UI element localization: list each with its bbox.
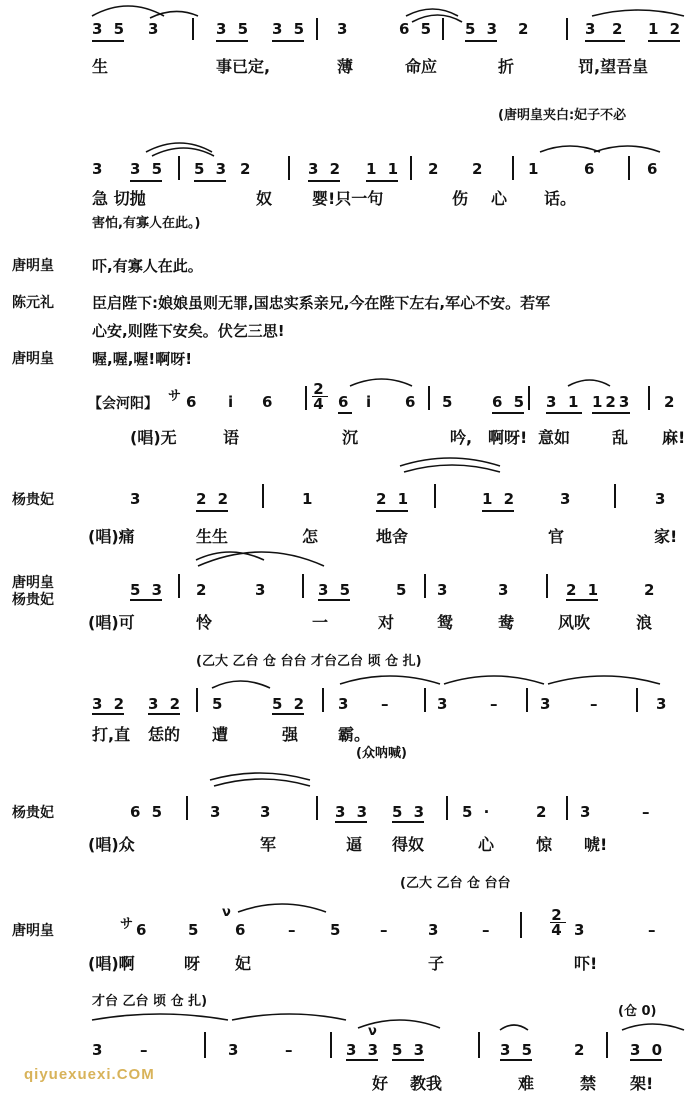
lyric-text: (唱)痛 [88,527,135,546]
jianpu-note: 5 3 [392,803,428,821]
speaker-name: 杨贵妃 [12,592,54,608]
lyric-text: 风吹 [558,613,591,632]
jianpu-note: 2 [196,581,210,599]
slur [350,379,412,386]
jianpu-note: 2 [574,1041,588,1059]
slur [568,380,610,386]
slur [92,1014,228,1020]
jianpu-note: 3 5 [216,20,252,38]
watermark: qiyuexuexi.COM [24,1066,155,1083]
jianpu-note: 3 [580,803,594,821]
jianpu-note: 2 [518,20,532,38]
jianpu-note: – [590,695,601,713]
slur [92,6,164,16]
lyric-text: 得奴 [392,835,425,854]
dialogue-line: 臣启陛下:娘娘虽则无罪,国忠实系亲兄,今在陛下左右,军心不安。若军 [92,294,551,312]
jianpu-note: 3 5 [130,160,166,178]
lyric-text: 怎 [302,527,319,546]
stage-aside: (仓 0) [618,1004,657,1019]
lyric-text: 吟, [450,428,473,447]
lyric-text: 怜 [196,613,213,632]
lyric-text: 地舍 [376,527,409,546]
jianpu-note: 3 5 [272,20,308,38]
jianpu-note: 3 [574,921,588,939]
lyric-text: 浪 [636,613,653,632]
jianpu-note: 5 [442,393,456,411]
jianpu-note: 2 [612,20,626,38]
jianpu-note: 5 3 [194,160,230,178]
jianpu-note: i [228,393,237,411]
jianpu-note: 5 [396,581,410,599]
jianpu-note: 2 [536,803,550,821]
lyric-text: 薄 [337,57,354,76]
jianpu-note: 5 2 [272,695,308,713]
jianpu-note: 1 1 [366,160,402,178]
slur [444,676,544,684]
jianpu-note: 3 [428,921,442,939]
lyric-text: 话。 [544,189,577,208]
jianpu-note: – [288,921,299,939]
lyric-text: 折 [498,57,515,76]
jianpu-note: 3 2 [92,695,128,713]
jianpu-note: – [482,921,493,939]
jianpu-note: 3 [560,490,574,508]
lyric-text: 罚,望吾皇 [578,57,649,76]
jianpu-note: 2 [428,160,442,178]
lyric-text: 恁的 [148,725,181,744]
jianpu-note: 3 3 [335,803,371,821]
jianpu-note: 6 [584,160,598,178]
jianpu-note: 3 [437,581,451,599]
lyric-text: (唱)可 [88,613,135,632]
jianpu-note: 3 [92,160,106,178]
jianpu-note: 3 [498,581,512,599]
stage-aside: 害怕,有寡人在此。) [92,216,201,231]
jianpu-note: 3 [655,490,669,508]
jianpu-note: – [380,921,391,939]
jianpu-note: 5 3 [392,1041,428,1059]
jianpu-note: 5 [188,921,202,939]
jianpu-note: 2 1 [376,490,412,508]
lyric-text: 急 切抛 [92,189,146,208]
jianpu-note: 3 5 [318,581,354,599]
lyric-text: (唱)众 [88,835,135,854]
time-signature-top: 2 [551,906,565,924]
slur [622,1024,684,1030]
jianpu-note: – [490,695,501,713]
lyric-text: 妃 [235,954,252,973]
jianpu-note: 6 5 [130,803,166,821]
jianpu-note: 5 3 [465,20,501,38]
lyric-text: 鸯 [498,613,515,632]
lyric-text: 麻! [662,428,686,447]
jianpu-note: 1 2 [482,490,518,508]
lyric-text: 心 [478,835,495,854]
jianpu-note: 3 [338,695,352,713]
performance-mark: ν [222,905,231,920]
speaker-name: 唐明皇 [12,258,54,274]
time-signature-2-4 [550,908,566,937]
speaker-name: 唐明皇 [12,575,54,591]
speaker-name: 杨贵妃 [12,492,54,508]
time-signature-bottom: 4 [551,921,565,939]
jianpu-note: 6 [338,393,352,411]
slur [500,1025,528,1030]
stage-aside: (众呐喊) [356,746,407,761]
jianpu-note: – [648,921,659,939]
performance-mark: サ [120,917,134,932]
jianpu-note: 2 1 [566,581,602,599]
lyric-text: 架! [630,1074,654,1093]
lyric-text: 沉 [342,428,359,447]
qupai-title: 【会河阳】 [88,396,158,412]
jianpu-note: 3 0 [630,1041,666,1059]
stage-aside: (乙大 乙台 仓 台台 [400,876,511,891]
slur [340,676,440,684]
lyric-text: 乱 [612,428,629,447]
jianpu-note: 3 [228,1041,242,1059]
jianpu-note: 1 [528,160,542,178]
speaker-name: 杨贵妃 [12,805,54,821]
slur [358,1020,440,1028]
time-signature-top: 2 [313,380,327,398]
jianpu-note: 3 [437,695,451,713]
jianpu-note: 6 [405,393,419,411]
jianpu-note: 2 [664,393,678,411]
lyric-text: 生生 [196,527,229,546]
lyric-text: 一 [312,613,329,632]
jianpu-note: 6 5 [399,20,435,38]
lyric-text: 打,直 [92,725,131,744]
lyric-text: 军 [260,835,277,854]
lyric-text: 奴 [256,189,273,208]
lyric-text: 语 [223,428,240,447]
jianpu-note: 3 [656,695,670,713]
performance-mark: サ [168,389,182,404]
lyric-text: 霸。 [338,725,371,744]
jianpu-note: 3 [255,581,269,599]
lyric-text: 心 [491,189,508,208]
jianpu-note: – [285,1041,296,1059]
performance-mark: ν [368,1024,377,1039]
jianpu-note: 6 [136,921,150,939]
lyric-text: 意如 [538,428,571,447]
time-signature-2-4 [312,382,328,411]
slur [540,146,600,152]
jianpu-note: – [381,695,392,713]
lyric-text: 伤 [452,189,469,208]
jianpu-note: 6 [262,393,276,411]
jianpu-note: 6 5 [492,393,528,411]
slur [214,779,310,786]
jianpu-note: 3 2 [308,160,344,178]
lyric-text: 遭 [212,725,229,744]
lyric-text: 禁 [580,1074,597,1093]
speaker-name: 唐明皇 [12,351,54,367]
jianpu-note: 5 3 [130,581,166,599]
lyric-text: 婴!只一句 [312,189,384,208]
jianpu-note: – [642,803,653,821]
jianpu-note: 1 2 [648,20,684,38]
jianpu-note: 3 2 [148,695,184,713]
speaker-name: 陈元礼 [12,295,54,311]
jianpu-note: 1 [302,490,316,508]
jianpu-note: 3 [92,1041,106,1059]
slur [592,10,684,16]
lyric-text: 对 [378,613,395,632]
jianpu-note: 3 [130,490,144,508]
jianpu-note: 1 [568,393,582,411]
jianpu-note: 3 3 [346,1041,382,1059]
lyric-text: 难 [518,1074,535,1093]
jianpu-note: 5 [330,921,344,939]
jianpu-note: 3 [546,393,560,411]
stage-aside: (乙大 乙台 仓 台台 才台乙台 顷 仓 扎) [196,654,422,669]
jianpu-note: 3 [585,20,599,38]
dialogue-line: 心安,则陛下安矣。伏乞三思! [92,322,285,340]
jianpu-note: 3 [148,20,162,38]
lyric-text: 啊呀! [488,428,528,447]
lyric-text: 呀 [184,954,201,973]
stage-aside: (唐明皇夹白:妃子不必 [498,108,627,123]
jianpu-note: i [366,393,375,411]
lyric-text: 家! [654,527,678,546]
jianpu-note: 2 [644,581,658,599]
jianpu-note: 123 [592,393,633,411]
lyric-text: 吓! [574,954,598,973]
jianpu-note: – [140,1041,151,1059]
lyric-text: (唱)啊 [88,954,135,973]
jianpu-note: 6 [235,921,249,939]
lyric-text: 子 [428,954,445,973]
time-signature-bottom: 4 [313,395,327,413]
jianpu-note: 2 [472,160,486,178]
jianpu-note: 6 [647,160,661,178]
lyric-text: 教我 [410,1074,443,1093]
slur [594,146,660,152]
lyric-text: 事已定, [216,57,271,76]
jianpu-note: 5 · [462,803,493,821]
slur [404,465,500,472]
jianpu-note: 5 [212,695,226,713]
slur [212,681,270,688]
jianpu-note: 2 2 [196,490,232,508]
slur [548,676,660,684]
lyric-text: 惊 [536,835,553,854]
lyric-text: 好 [372,1074,389,1093]
jianpu-note: 3 5 [92,20,128,38]
lyric-text: 命应 [405,57,438,76]
jianpu-note: 6 [186,393,200,411]
jianpu-note: 3 [210,803,224,821]
lyric-text: 官 [548,527,565,546]
jianpu-note: 3 [337,20,351,38]
lyric-text: 鸳 [437,613,454,632]
jianpu-note: 2 [240,160,254,178]
lyric-text: 唬! [584,835,608,854]
lyric-text: (唱)无 [130,428,177,447]
jianpu-note: 3 [260,803,274,821]
slur [232,1014,346,1020]
dialogue-line: 吓,有寡人在此。 [92,257,203,275]
lyric-text: 逼 [346,835,363,854]
slur [238,904,326,912]
lyric-text: 生 [92,57,109,76]
jianpu-note: 3 5 [500,1041,536,1059]
jianpu-note: 3 [540,695,554,713]
slur [412,15,462,22]
dialogue-line: 喔,喔,喔!啊呀! [92,350,193,368]
lyric-text: 强 [282,725,299,744]
speaker-name: 唐明皇 [12,923,54,939]
stage-aside: 才台 乙台 顷 仓 扎) [92,994,208,1009]
